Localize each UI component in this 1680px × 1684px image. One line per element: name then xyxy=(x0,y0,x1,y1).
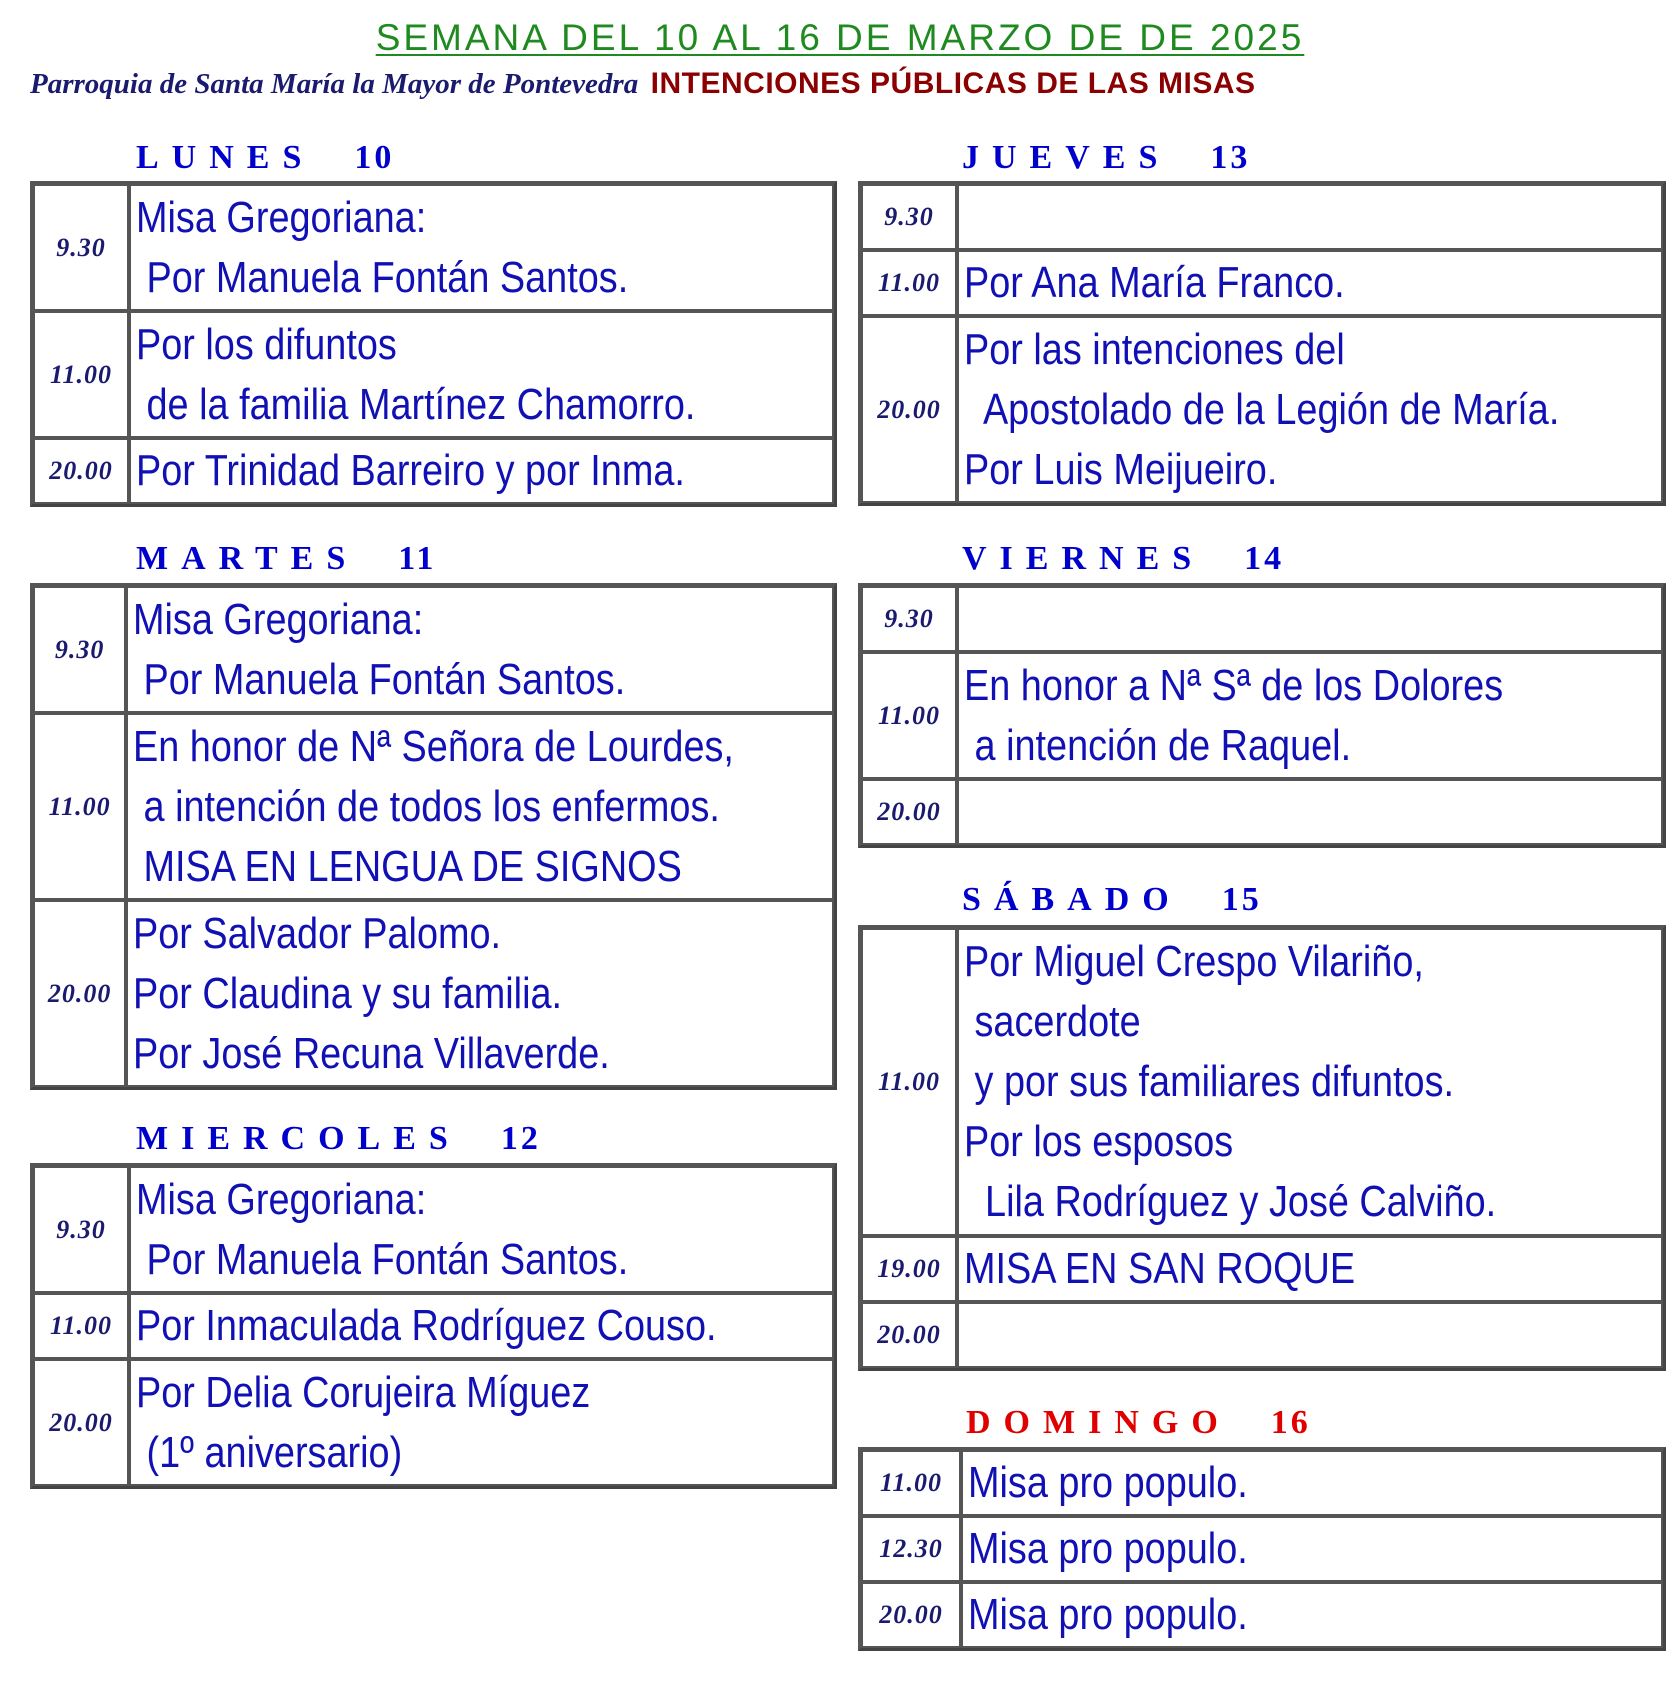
mass-time: 9.30 xyxy=(33,184,129,311)
page-title: SEMANA DEL 10 AL 16 DE MARZO DE DE 2025 xyxy=(375,17,1305,58)
schedule-viernes xyxy=(858,583,1666,848)
mass-time: 9.30 xyxy=(33,586,126,713)
mass-time: 20.00 xyxy=(861,316,957,503)
table-row xyxy=(33,900,834,1087)
mass-time: 20.00 xyxy=(861,779,957,845)
mass-time: 20.00 xyxy=(33,1359,129,1486)
mass-time: 11.00 xyxy=(33,1293,129,1359)
day-heading-lunes: LUNES 10 xyxy=(136,139,395,176)
day-heading-miercoles: MIERCOLES 12 xyxy=(136,1120,541,1157)
table-row xyxy=(861,1236,1663,1302)
mass-intention: MISA EN SAN ROQUE xyxy=(957,1236,1663,1302)
table-row xyxy=(33,438,834,504)
schedule-lunes xyxy=(30,181,837,507)
mass-intention: Por las intenciones del Apostolado de la Legión de María. Por Luis Meijueiro. xyxy=(957,316,1663,503)
mass-time: 20.00 xyxy=(861,1302,957,1368)
mass-time: 20.00 xyxy=(33,438,129,504)
mass-time: 12.30 xyxy=(861,1516,961,1582)
mass-time: 9.30 xyxy=(861,586,957,652)
mass-time: 11.00 xyxy=(861,250,957,316)
mass-time: 20.00 xyxy=(33,900,126,1087)
subtitle xyxy=(30,64,1256,109)
table-row xyxy=(861,250,1663,316)
section-title: INTENCIONES PÚBLICAS DE LAS MISAS xyxy=(650,67,1256,100)
table-row xyxy=(861,586,1663,652)
mass-intention: Por Ana María Franco. xyxy=(957,250,1663,316)
day-heading-jueves: JUEVES 13 xyxy=(962,139,1251,176)
mass-intention: Misa Gregoriana: Por Manuela Fontán Santos. xyxy=(126,586,834,713)
table-row xyxy=(861,316,1663,503)
mass-intention: Por Salvador Palomo. Por Claudina y su familia. Por José Recuna Villaverde. xyxy=(126,900,834,1087)
mass-time: 11.00 xyxy=(861,1450,961,1516)
schedule-martes xyxy=(30,583,837,1090)
table-row xyxy=(33,311,834,438)
mass-intention: Por los difuntos de la familia Martínez Chamorro. xyxy=(129,311,834,438)
schedule-miercoles xyxy=(30,1163,837,1489)
day-heading-martes: MARTES 11 xyxy=(136,540,437,577)
mass-time: 9.30 xyxy=(861,184,957,250)
mass-intention: Misa Gregoriana: Por Manuela Fontán Santos. xyxy=(129,1166,834,1293)
parish-name: Parroquia de Santa María la Mayor de Pontevedra xyxy=(30,68,639,100)
mass-time: 9.30 xyxy=(33,1166,129,1293)
table-row xyxy=(33,1359,834,1486)
table-row xyxy=(33,184,834,311)
mass-intention: Misa pro populo. xyxy=(961,1582,1663,1648)
mass-intention: En honor a Nª Sª de los Dolores a intención de Raquel. xyxy=(957,652,1663,779)
mass-time: 11.00 xyxy=(33,311,129,438)
mass-intention: Misa pro populo. xyxy=(961,1516,1663,1582)
mass-time: 11.00 xyxy=(33,713,126,900)
mass-time: 11.00 xyxy=(861,652,957,779)
table-row xyxy=(861,1516,1663,1582)
table-row xyxy=(861,1582,1663,1648)
mass-intention xyxy=(957,184,1663,250)
mass-intention: Por Delia Corujeira Míguez (1º aniversario) xyxy=(129,1359,834,1486)
mass-intention: Misa Gregoriana: Por Manuela Fontán Santos. xyxy=(129,184,834,311)
day-heading-sabado: SÁBADO 15 xyxy=(962,881,1262,918)
schedule-domingo xyxy=(858,1447,1666,1651)
mass-intention: Por Inmaculada Rodríguez Couso. xyxy=(129,1293,834,1359)
mass-intention: Por Miguel Crespo Vilariño, sacerdote y por sus familiares difuntos. Por los esposos Lila Rodríguez y José Calviño. xyxy=(957,928,1663,1236)
mass-intention xyxy=(957,1302,1663,1368)
mass-intention: En honor de Nª Señora de Lourdes, a intención de todos los enfermos. MISA EN LENGUA DE SIGNOS xyxy=(126,713,834,900)
mass-intention: Misa pro populo. xyxy=(961,1450,1663,1516)
table-row xyxy=(861,184,1663,250)
table-row xyxy=(861,928,1663,1236)
mass-time: 11.00 xyxy=(861,928,957,1236)
schedule-jueves xyxy=(858,181,1666,506)
table-row xyxy=(861,1450,1663,1516)
schedule-sabado xyxy=(858,925,1666,1371)
mass-intention xyxy=(957,586,1663,652)
table-row xyxy=(861,1302,1663,1368)
mass-time: 19.00 xyxy=(861,1236,957,1302)
table-row xyxy=(861,652,1663,779)
table-row xyxy=(33,1293,834,1359)
table-row xyxy=(33,1166,834,1293)
mass-time: 20.00 xyxy=(861,1582,961,1648)
mass-intention xyxy=(957,779,1663,845)
day-heading-viernes: VIERNES 14 xyxy=(962,540,1285,577)
table-row xyxy=(33,713,834,900)
table-row xyxy=(861,779,1663,845)
table-row xyxy=(33,586,834,713)
day-heading-domingo: DOMINGO 16 xyxy=(966,1404,1311,1441)
mass-intention: Por Trinidad Barreiro y por Inma. xyxy=(129,438,834,504)
